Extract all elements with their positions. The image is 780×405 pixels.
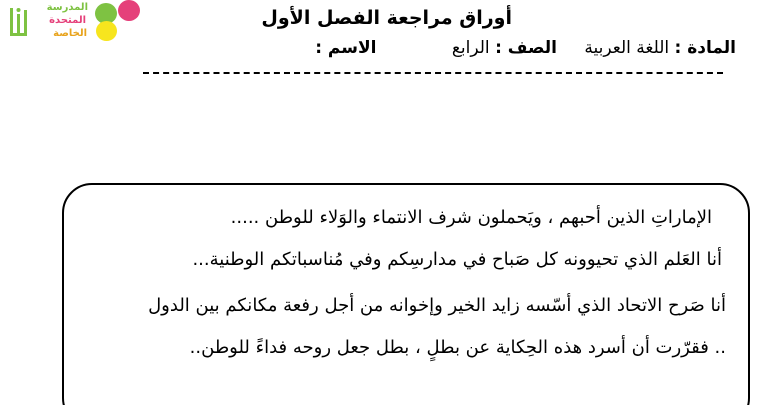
logo-line-3: الخاصة xyxy=(53,28,87,39)
school-emblem-icon xyxy=(8,6,32,40)
header-divider xyxy=(143,72,723,74)
passage-box xyxy=(62,183,750,405)
grade-field xyxy=(452,36,557,60)
passage-line-1: الإماراتِ الذين أحبهم ، ويَحملون شرف الانتماء والوَلاء للوطن ..... xyxy=(230,207,712,228)
name-label: الاسم : xyxy=(315,38,377,58)
subject-field xyxy=(584,36,736,60)
name-field xyxy=(315,36,376,60)
passage-line-2: أنا العَلم الذي تحيوونه كل صَباح في مدارسِكم وفي مُناسباتكم الوطنية... xyxy=(192,249,722,270)
subject-value: اللغة العربية xyxy=(584,38,670,58)
subject-label: المادة : xyxy=(674,38,736,58)
logo-line-2: المتحدة xyxy=(49,15,86,26)
grade-value: الرابع xyxy=(451,38,490,58)
school-logo xyxy=(8,0,138,42)
grade-label: الصف : xyxy=(495,38,557,58)
info-row xyxy=(315,36,736,60)
passage-line-3: أنا صَرح الاتحاد الذي أسّسه زايد الخير وإخوانه من أجل رفعة مكانكم بين الدول xyxy=(148,295,726,316)
yellow-circle-icon xyxy=(96,21,117,41)
page-title: أوراق مراجعة الفصل الأول xyxy=(261,7,512,29)
pink-circle-icon xyxy=(118,0,140,21)
logo-line-1: المدرسة xyxy=(46,2,88,13)
passage-line-4: .. فقرّرت أن أسرد هذه الحِكاية عن بطلٍ ، بطل جعل روحه فداءً للوطن.. xyxy=(189,337,726,358)
